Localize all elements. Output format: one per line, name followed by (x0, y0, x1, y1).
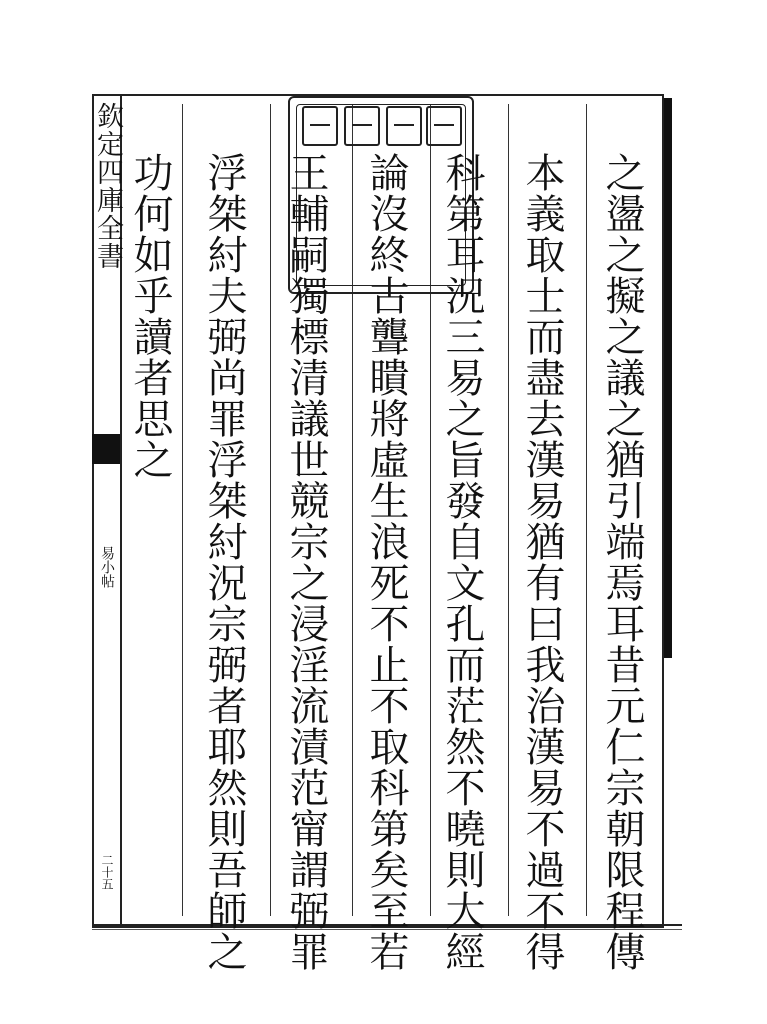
column-rule (586, 104, 587, 916)
text-column-4: 論沒終古聾瞶將虛生浪死不止不取科第矣至若 (363, 152, 409, 972)
text-column-6: 浮桀紂夫弼尚罪浮桀紂況宗弼者耶然則吾師之 (201, 152, 247, 972)
column-rule (270, 104, 271, 916)
text-column-2: 本義取士而盡去漢易猶有曰我治漢易不過不得 (519, 152, 565, 972)
seal-glyph (344, 106, 380, 146)
column-rule (508, 104, 509, 916)
text-column-3: 科第耳況三易之旨發自文孔而茫然不曉則大經 (439, 152, 485, 972)
seal-glyph (426, 106, 462, 146)
text-column-1: 之盪之擬之議之猶引端焉耳昔元仁宗朝限程傳 (599, 152, 645, 972)
page-number: 二十五 (100, 854, 114, 890)
text-column-5: 王輔嗣獨標清議世競宗之浸淫流漬范甯謂弼罪 (283, 152, 329, 972)
seal-glyph (302, 106, 338, 146)
book-title: 欽定四庫全書 (92, 102, 123, 270)
seal-glyph (386, 106, 422, 146)
text-column-7: 功何如乎讀者思之 (127, 152, 173, 480)
fishtail-mark (92, 434, 120, 464)
section-title: 易小帖 (99, 546, 115, 588)
margin-column (92, 94, 122, 928)
page-edge-shadow (664, 98, 672, 658)
column-rule (182, 104, 183, 916)
